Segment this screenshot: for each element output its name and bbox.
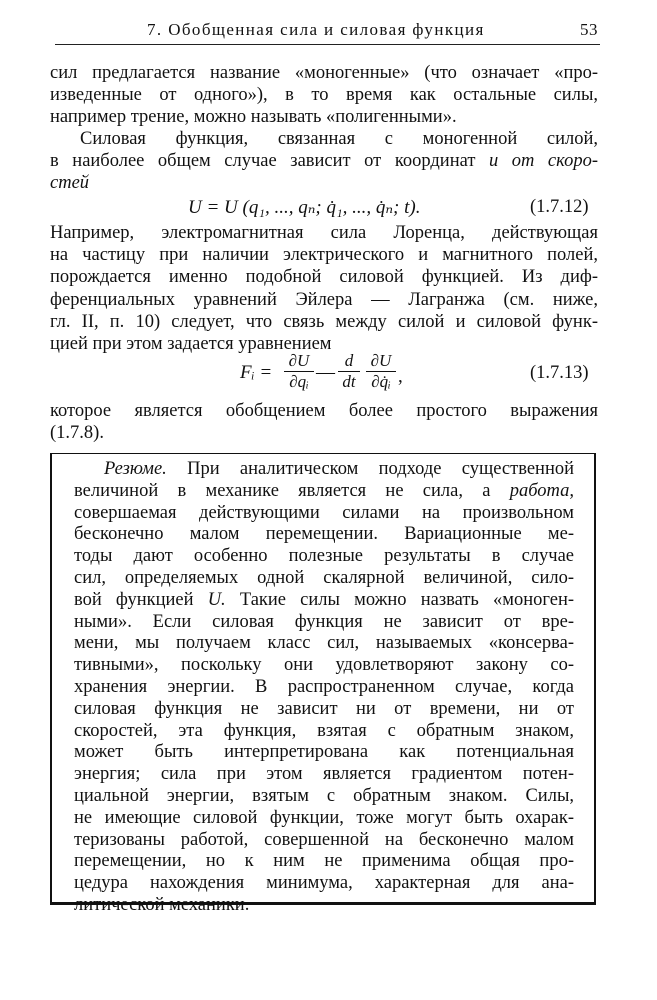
paragraph-line: цией при этом задается уравнением <box>50 334 332 355</box>
paragraph-line: ференциальных уравнений Эйлера — Лагранжа (см. ниже, <box>50 289 598 310</box>
summary-line: ными». Если силовая функция не зависит от вре- <box>74 611 574 632</box>
equation-number: (1.7.12) <box>530 197 589 217</box>
paragraph-line: например трение, можно называть «полигенными». <box>50 107 457 128</box>
fraction-numerator: ∂U <box>370 351 392 370</box>
summary-text-run: вой функцией <box>74 589 194 610</box>
paragraph-line: Силовая функция, связанная с моногенной силой, <box>80 129 598 149</box>
paragraph-line: на частицу при наличии электрического и магнитного полей, <box>50 245 598 266</box>
summary-line: сил, определяемых одной скалярной величиной, сило- <box>74 567 574 588</box>
fraction-numerator: ∂U <box>288 351 310 370</box>
emphasis-text: стей <box>50 173 90 194</box>
summary-line: литической механики. <box>74 894 250 915</box>
summary-text-run: При аналитическом подходе существенной <box>187 459 575 479</box>
fraction-denominator: ∂qᵢ <box>289 372 309 391</box>
equation-lhs: Fᵢ = <box>240 362 273 383</box>
summary-line <box>74 459 574 481</box>
summary-line: мени, мы получаем класс сил, называемых «консерва- <box>74 633 574 654</box>
page-number: 53 <box>580 20 598 39</box>
running-header <box>55 18 600 45</box>
paragraph-line: сил предлагается название «моногенные» (что означает «про- <box>50 63 598 83</box>
equation-number: (1.7.13) <box>530 363 589 383</box>
paragraph-line: порождается именно подобной силовой функцией. Из диф- <box>50 267 598 288</box>
fraction-denominator: ∂q̇ᵢ <box>371 372 391 391</box>
summary-line: силовая функция не зависит ни от времени, ни от <box>74 698 574 719</box>
paragraph-1 <box>50 62 598 129</box>
paragraph-2 <box>50 128 598 195</box>
paragraph-line <box>50 150 598 172</box>
emphasis-text: U. <box>207 589 226 610</box>
summary-line: тоды дают особенно полезные результаты в случае <box>74 546 574 567</box>
summary-text <box>74 459 574 917</box>
summary-line: цедура нахождения минимума, характерная для ана- <box>74 873 574 894</box>
emphasis-text: и от скоро- <box>488 151 599 172</box>
fraction <box>338 352 360 391</box>
paragraph-line: гл. II, п. 10) следует, что связь между силой и силовой функ- <box>50 311 598 332</box>
running-title: 7. Обобщенная сила и силовая функция <box>147 20 485 39</box>
paragraph-3 <box>50 222 598 355</box>
paragraph-4 <box>50 400 598 444</box>
summary-line: теризованы работой, совершенной на бесконечно малом <box>74 829 574 850</box>
summary-line: скоростей, эта функция, взятая с обратным знаком, <box>74 720 574 741</box>
paragraph-text: в наиболее общем случае зависит от координат <box>50 151 476 172</box>
summary-line: циальной энергии, взятым с обратным знаком. Силы, <box>74 785 574 806</box>
summary-text-run: Такие силы можно назвать «моноген- <box>239 589 575 610</box>
summary-line: перемещении, но к ним не применима общая про- <box>74 851 574 872</box>
emphasis-text: работа, <box>509 480 574 501</box>
fraction <box>366 352 396 391</box>
summary-line: энергия; сила при этом является градиентом потен- <box>74 764 574 785</box>
equation-comma: , <box>398 366 403 387</box>
summary-line <box>74 590 574 612</box>
summary-line: тивными», поскольку они удовлетворяют закону со- <box>74 655 574 676</box>
summary-line: может быть интерпретирована как потенциальная <box>74 742 574 763</box>
paragraph-line: которое является обобщением более простого выражения <box>50 401 598 421</box>
paragraph-line: изведенные от одного»), в то время как остальные силы, <box>50 85 598 106</box>
paragraph-line: Например, электромагнитная сила Лоренца, действующая <box>50 223 598 243</box>
paragraph-line: (1.7.8). <box>50 423 104 444</box>
minus-sign: — <box>316 362 335 383</box>
summary-lead: Резюме. <box>104 459 167 479</box>
summary-line: не имеющие силовой функции, тоже могут быть охарак- <box>74 807 574 828</box>
summary-line <box>74 481 574 503</box>
summary-text-run: величиной в механике является не сила, а <box>74 480 491 501</box>
summary-line: бесконечно малом перемещении. Вариационные ме- <box>74 524 574 545</box>
summary-line: совершаемая действующими силами на произвольном <box>74 502 574 523</box>
equation-1-12: U = U (q₁, ..., qₙ; q̇₁, ..., q̇ₙ; t). <box>188 197 421 218</box>
fraction-denominator: dt <box>342 372 356 391</box>
summary-line: хранения энергии. В распространенном случае, когда <box>74 676 574 697</box>
fraction <box>284 352 314 391</box>
fraction-numerator: d <box>344 351 354 370</box>
